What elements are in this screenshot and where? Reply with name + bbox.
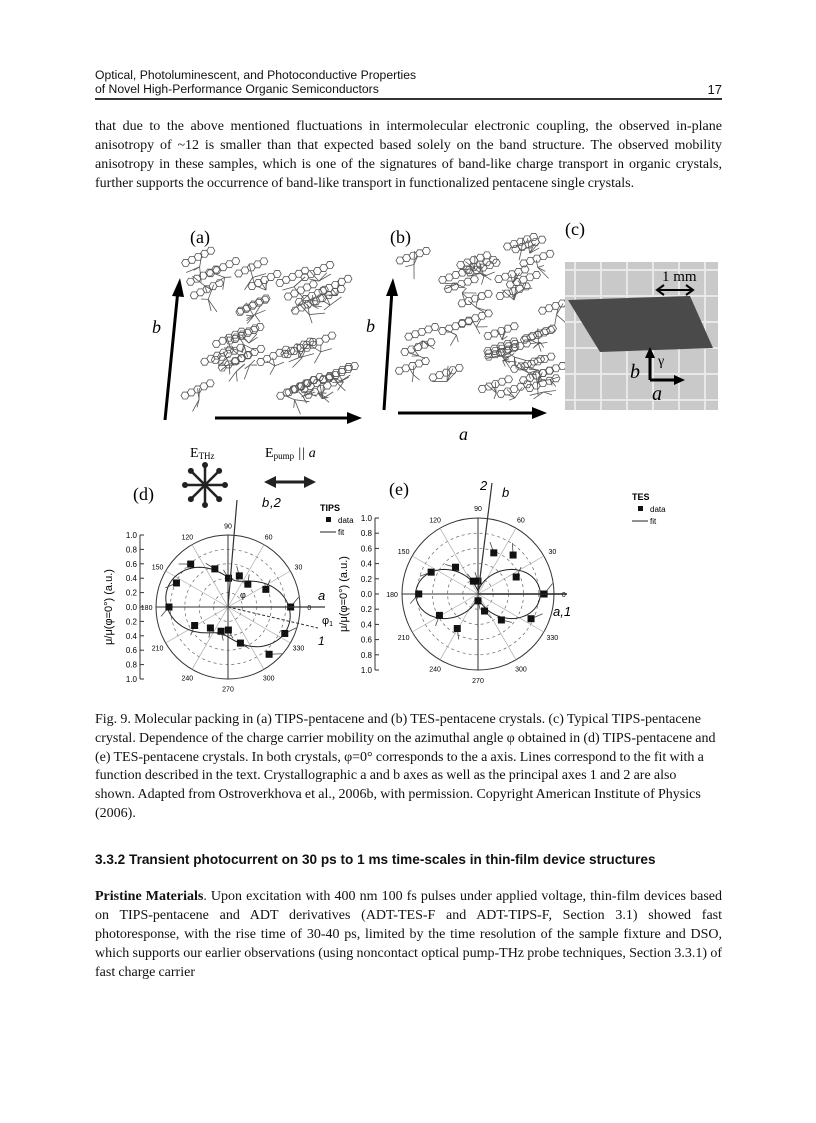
data-point [428, 569, 435, 576]
star-arrowhead [188, 468, 194, 474]
angle-tick-label: 300 [262, 675, 275, 683]
axis-arrow-a-panel-b [398, 407, 547, 419]
axis-label-a-panel-b: a [459, 424, 468, 444]
molecule [303, 332, 336, 363]
angle-tick-label: 60 [517, 517, 525, 525]
radial-tick-label: 0.8 [360, 529, 372, 539]
angle-tick-label: 240 [181, 675, 194, 683]
polar-radial-line [228, 545, 264, 607]
radial-tick-label: 0.6 [125, 646, 137, 656]
data-point [415, 591, 422, 598]
radial-tick-label: 0.6 [125, 559, 137, 569]
axis-label-1: 1 [318, 634, 325, 648]
star-ray [191, 471, 205, 485]
section-paragraph-text: . Upon excitation with 400 nm 100 fs pulses under applied voltage, thin-film devices based on TIPS-pentacene and ADT derivatives (ADT-TES-F and ADT-TIPS-F, Section 3.1) showed fast photoresponse, with the rise time of 30-40 ps, limited by the time resolution of the sample fixture and DSO, which supports our earlier observations (using noncontact optical pump-THz probe techniques, Section 3.3.1) of fast charge carrier [95, 889, 722, 980]
molecule [495, 266, 529, 283]
data-point [225, 627, 232, 634]
data-point [454, 625, 461, 632]
angle-tick-label: 60 [264, 534, 273, 542]
radial-tick-label: 1.0 [125, 531, 137, 540]
legend-title: TES [632, 492, 650, 502]
molecule [497, 381, 531, 400]
data-point [490, 549, 497, 556]
panel-label-d: (d) [133, 484, 154, 504]
star-arrowhead [202, 462, 208, 468]
crystal-axis-b-line [478, 483, 492, 594]
radial-tick-label: 0.2 [125, 588, 137, 598]
angle-tick-label: 90 [224, 523, 232, 531]
axis-arrow-b-panel-a [165, 278, 184, 420]
molecule [478, 376, 512, 399]
data-point [266, 651, 273, 658]
data-point [207, 624, 214, 631]
radial-tick-label: 0.2 [360, 574, 372, 584]
crystal-axis-b-line [228, 500, 237, 607]
radial-tick-label: 0.8 [360, 650, 372, 660]
molecule [429, 364, 463, 381]
data-point [513, 573, 520, 580]
axis-label-a: a [318, 588, 326, 603]
axis-label-b-panel-a: b [152, 317, 161, 337]
radial-tick-label: 0.8 [125, 545, 137, 555]
angle-tick-label: 210 [151, 645, 164, 653]
angle-tick-label: 120 [181, 534, 194, 542]
angle-tick-label: 270 [222, 686, 234, 694]
legend-marker-data [326, 517, 331, 522]
principal-axis-1-line [228, 607, 318, 628]
molecule [236, 296, 269, 323]
molecule [401, 339, 435, 359]
data-point [237, 640, 244, 647]
data-point [510, 552, 517, 559]
running-header-line2: of Novel High-Performance Organic Semiconductors [95, 82, 379, 96]
molecule [276, 267, 309, 298]
data-point [262, 586, 269, 593]
axis-label-b: b [502, 485, 510, 500]
angle-tick-label: 270 [472, 677, 484, 685]
angle-tick-label: 150 [151, 564, 164, 572]
radial-tick-label: 0.4 [125, 574, 137, 584]
axis-arrow-a-panel-a [215, 412, 362, 424]
run-in-heading: Pristine Materials [95, 889, 204, 904]
angle-tick-label: 330 [292, 645, 305, 653]
crystal-axis-a: a [652, 383, 662, 405]
crystal-axis-b: b [630, 361, 640, 383]
y-axis-label: μ/μ(φ=0°) (a.u.) [338, 556, 350, 632]
molecule [248, 270, 281, 290]
axis-label-b: b [262, 495, 270, 510]
legend-label-data: data [338, 516, 354, 525]
star-ray [205, 471, 219, 485]
data-point [218, 628, 225, 635]
page-number: 17 [707, 82, 722, 97]
panel-label-e: (e) [389, 479, 409, 499]
data-point [452, 564, 459, 571]
molecule [396, 247, 430, 279]
legend-label-fit: fit [650, 517, 657, 526]
pump-field-label: Epump || a [265, 446, 316, 461]
angle-tick-label: 330 [546, 634, 559, 642]
section-heading: 3.3.2 Transient photocurrent on 30 ps to 1 ms time-scales in thin-film device structures [95, 852, 656, 867]
radial-tick-label: 1.0 [360, 514, 372, 523]
angle-tick-label: 150 [397, 549, 410, 557]
star-arrowhead [202, 502, 208, 508]
header-rule [95, 98, 722, 100]
axis-label-b-panel-b: b [366, 316, 375, 336]
angle-tick-label: 120 [429, 517, 441, 525]
axis-label-2: ,2 [270, 495, 281, 510]
data-point [470, 578, 477, 585]
section-paragraph [95, 887, 722, 982]
radial-tick-label: 0.8 [125, 660, 137, 670]
legend-label-fit: fit [338, 528, 345, 537]
molecular-packing-tes [395, 233, 573, 400]
molecular-packing-tips [181, 247, 359, 414]
axis-label-a1: a,1 [553, 604, 572, 619]
polar-radial-line [228, 607, 264, 669]
molecule [520, 250, 554, 278]
legend-label-data: data [650, 505, 666, 514]
angle-tick-label: 30 [548, 549, 557, 557]
radial-tick-label: 0.4 [360, 620, 372, 630]
angle-tick-label: 0 [561, 592, 566, 599]
radial-tick-label: 0.4 [125, 631, 137, 641]
polar-radial-line [478, 528, 516, 594]
data-point [481, 608, 488, 615]
radial-tick-label: 0.0 [360, 590, 372, 599]
angle-tick-label: 90 [474, 506, 482, 514]
intro-paragraph: that due to the above mentioned fluctuations in intermolecular electronic coupling, the observed in-plane anisotropy of ~12 is smaller than that expected based solely on the band structure. The observed mobility anisotropy in these samples, which is one of the signatures of band-like charge transport in organic crystals, further supports the occurrence of band-like transport in functionalized pentacene single crystals. [95, 119, 722, 191]
molecule [458, 310, 492, 334]
angle-label-phi1: φ1 [322, 615, 334, 628]
running-header-line1: Optical, Photoluminescent, and Photoconductive Properties [95, 68, 417, 82]
polar-radial-line [412, 594, 478, 632]
panel-label-a: (a) [190, 227, 210, 247]
data-point [436, 612, 443, 619]
radial-tick-label: 0.2 [360, 605, 372, 615]
radial-tick-label: 1.0 [125, 675, 137, 684]
polar-radial-line [478, 556, 544, 594]
star-arrowhead [188, 496, 194, 502]
polar-plot-tips [103, 495, 354, 693]
polar-radial-line [192, 545, 228, 607]
angle-tick-label: 240 [429, 666, 441, 674]
molecule [438, 318, 472, 346]
polar-plot-tes [338, 478, 666, 685]
panel-label-b: (b) [390, 227, 411, 247]
figure-9 [0, 215, 816, 715]
data-point [498, 616, 505, 623]
radial-tick-label: 0.4 [360, 559, 372, 569]
molecule [301, 261, 334, 281]
scale-bar-label: 1 mm [662, 269, 697, 285]
angle-tick-label: 180 [386, 592, 398, 599]
molecule [444, 276, 478, 305]
molecule [190, 280, 223, 312]
angle-tick-label: 300 [515, 666, 527, 674]
thz-polarization-star-icon [182, 462, 228, 508]
angle-tick-label: 0 [307, 605, 312, 612]
angle-tick-label: 180 [140, 605, 153, 612]
radial-tick-label: 0.6 [360, 635, 372, 645]
axis-label-2: 2 [480, 478, 488, 493]
radial-tick-label: 0.0 [125, 603, 137, 612]
angle-tick-label: 210 [397, 634, 410, 642]
molecule [231, 323, 264, 343]
data-point [211, 565, 218, 572]
data-point [281, 630, 288, 637]
data-point [173, 579, 180, 586]
molecule [457, 252, 491, 270]
molecule [484, 323, 518, 340]
molecule [512, 236, 546, 253]
star-arrowhead [216, 496, 222, 502]
radial-tick-label: 0.6 [360, 544, 372, 554]
molecule [395, 358, 429, 382]
figure-caption: Fig. 9. Molecular packing in (a) TIPS-pentacene and (b) TES-pentacene crystals. (c) Typical TIPS-pentacene crystal. Dependence of the charge carrier mobility on the azimuthal angle φ obtained in (d) TIPS-pentacene and (e) TES-pentacene crystals. In both crystals, φ=0° corresponds to the a axis. Lines correspond to the fit with a function described in the text. Crystallographic a and b axes as well as the principal axes 1 and 2 are also shown. Adapted from Ostroverkhova et al., 2006b, with permission. Copyright American Institute of Physics (2006). [95, 712, 716, 821]
molecule [181, 380, 214, 412]
pump-polarization-arrow-icon [264, 476, 316, 488]
star-arrowhead [216, 468, 222, 474]
radial-tick-label: 1.0 [360, 666, 372, 675]
data-point [528, 615, 535, 622]
angle-tick-label: 30 [294, 564, 303, 572]
data-point [244, 581, 251, 588]
data-point [165, 604, 172, 611]
axis-arrow-b-panel-b [384, 278, 398, 410]
panel-label-c: (c) [565, 219, 585, 239]
radial-tick-label: 0.2 [125, 617, 137, 627]
data-point [187, 561, 194, 568]
thz-field-label: ETHz [190, 446, 215, 461]
y-axis-label: μ/μ(φ=0°) (a.u.) [103, 569, 115, 645]
data-point [191, 622, 198, 629]
data-point [475, 597, 482, 604]
star-arrowhead [222, 482, 228, 488]
angle-label-phi: φ [240, 590, 246, 600]
data-point [236, 572, 243, 579]
polar-radial-line [478, 594, 516, 660]
star-arrowhead [182, 482, 188, 488]
crystal-angle-gamma: γ [658, 354, 665, 369]
legend-marker-data [638, 506, 643, 511]
legend-title: TIPS [320, 503, 341, 513]
